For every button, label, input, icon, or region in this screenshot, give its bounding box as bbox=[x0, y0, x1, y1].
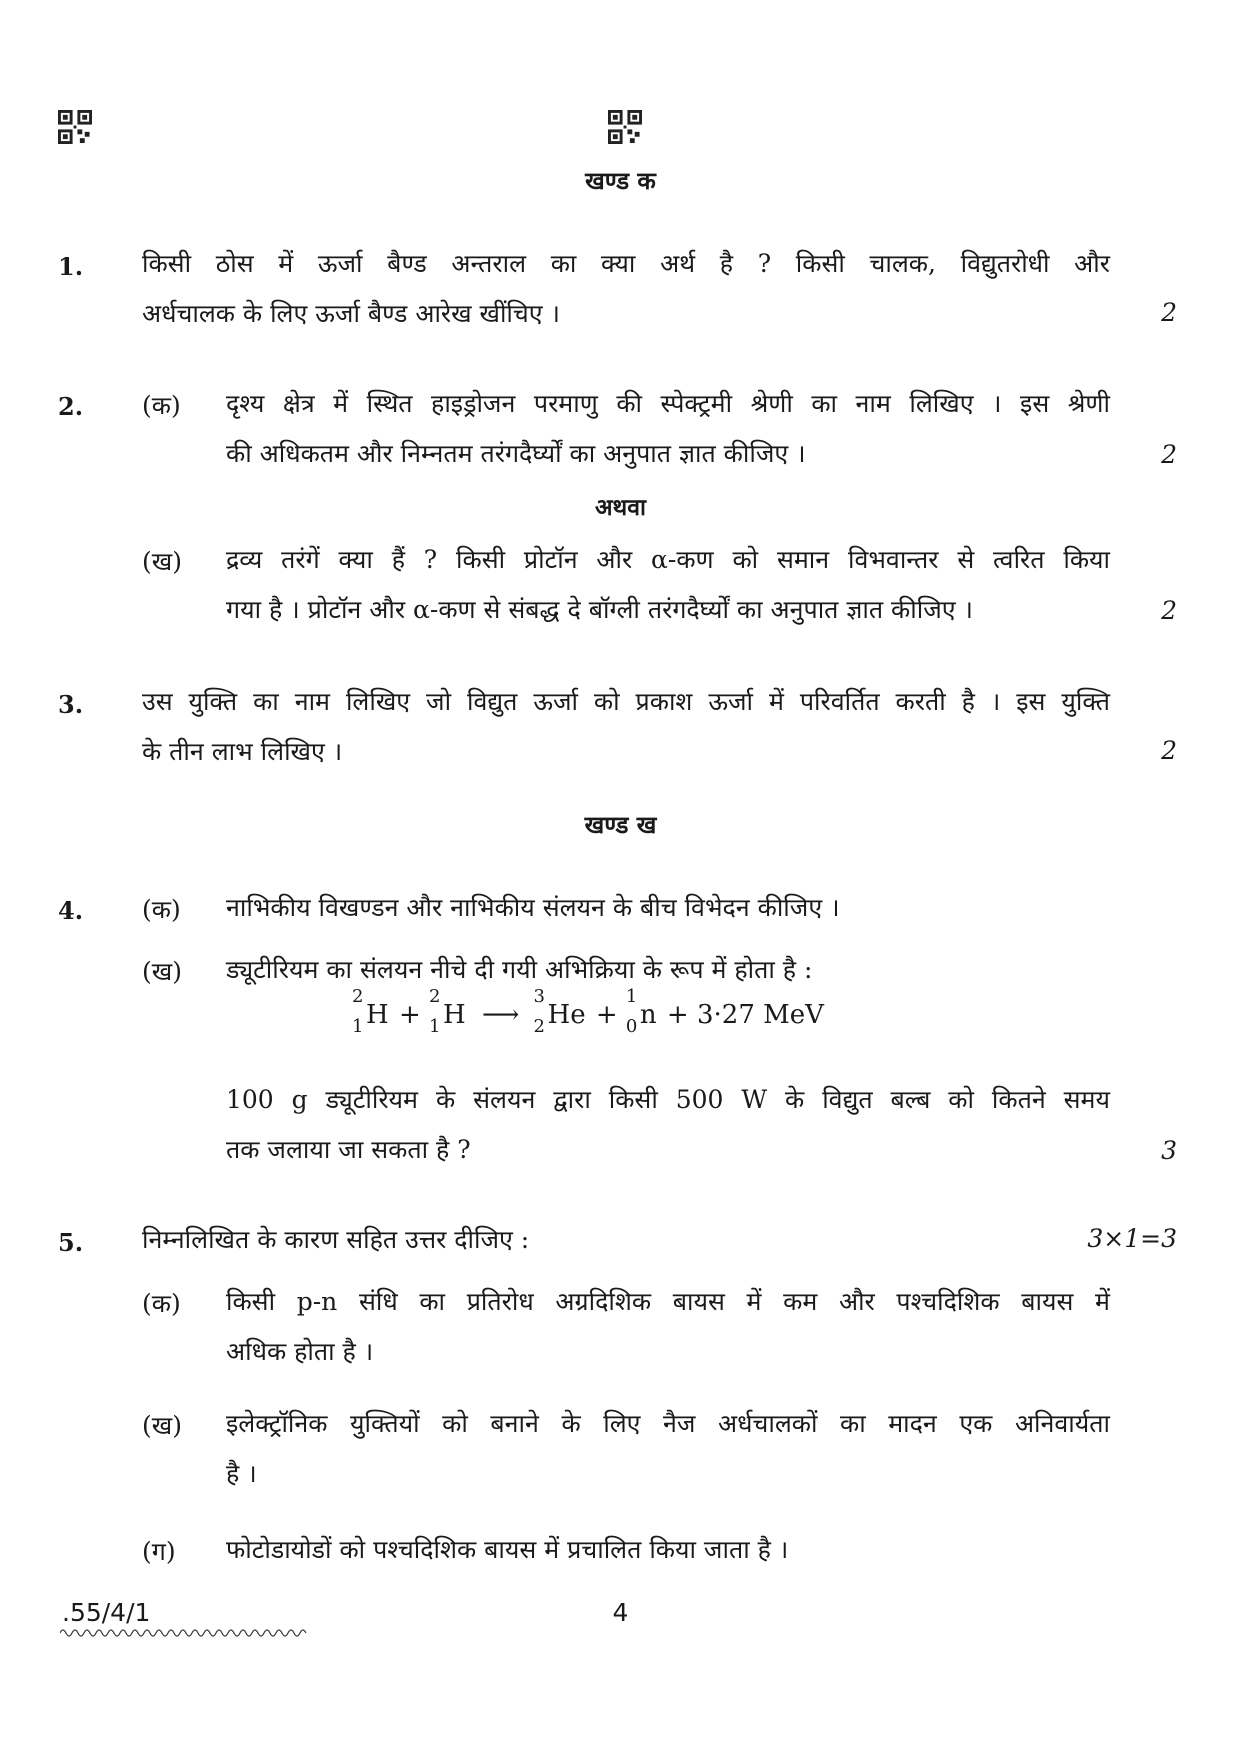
reaction-arrow-icon: ⟶ bbox=[481, 1000, 520, 1030]
q5-a-line1: किसी p-n संधि का प्रतिरोध अग्रदिशिक बायस में कम और पश्चदिशिक बायस में bbox=[226, 1287, 1110, 1316]
plus-sign: + bbox=[595, 1000, 618, 1030]
nuclide-helium bbox=[533, 986, 586, 1037]
q1-line1: किसी ठोस में ऊर्जा बैण्ड अन्तराल का क्या अर्थ है ? किसी चालक, विद्युतरोधी और bbox=[142, 249, 1110, 278]
q2-a-marks: 2 bbox=[1161, 440, 1177, 469]
q5-a-label: (क) bbox=[142, 1289, 181, 1318]
q5-c-label: (ग) bbox=[142, 1537, 176, 1566]
section-a-title: खण्ड क bbox=[585, 167, 656, 195]
q5-marks: 3×1=3 bbox=[1087, 1224, 1177, 1253]
plus-sign: + bbox=[398, 1000, 421, 1030]
qr-code-icon bbox=[608, 110, 642, 144]
mass-number: 2 bbox=[429, 986, 441, 1007]
q3-marks: 2 bbox=[1161, 736, 1177, 765]
q2-a-label: (क) bbox=[142, 391, 181, 420]
atomic-number: 2 bbox=[533, 1016, 545, 1037]
q2-b-label: (ख) bbox=[142, 547, 182, 576]
fusion-equation bbox=[352, 986, 872, 1070]
atomic-number: 1 bbox=[352, 1016, 364, 1037]
symbol: H bbox=[366, 1000, 389, 1030]
section-b-title: खण्ड ख bbox=[584, 811, 657, 839]
q4-a-label: (क) bbox=[142, 895, 181, 924]
q1-marks: 2 bbox=[1161, 298, 1177, 327]
q4-b-label: (ख) bbox=[142, 957, 182, 986]
mass-number: 3 bbox=[533, 986, 545, 1007]
q2-b-line2: गया है । प्रोटॉन और α-कण से संबद्ध दे बॉग्ली तरंगदैर्घ्यों का अनुपात ज्ञात कीजिए । bbox=[226, 595, 974, 624]
q4-a-line1: नाभिकीय विखण्डन और नाभिकीय संलयन के बीच विभेदन कीजिए । bbox=[226, 893, 840, 922]
q4-b-line1: ड्यूटीरियम का संलयन नीचे दी गयी अभिक्रिया के रूप में होता है : bbox=[226, 955, 813, 984]
atomic-number: 1 bbox=[429, 1016, 441, 1037]
q4-b-line2: 100 g ड्यूटीरियम के संलयन द्वारा किसी 500 W के विद्युत बल्ब को कितने समय bbox=[226, 1085, 1110, 1114]
q3-line2: के तीन लाभ लिखिए । bbox=[142, 737, 343, 766]
symbol: He bbox=[547, 1000, 586, 1030]
or-label: अथवा bbox=[594, 495, 646, 521]
qr-code-icon bbox=[58, 110, 92, 144]
q5-a-line2: अधिक होता है । bbox=[226, 1337, 374, 1366]
q1-number: 1. bbox=[58, 252, 84, 281]
q2-b-marks: 2 bbox=[1161, 596, 1177, 625]
q2-b-line1: द्रव्य तरंगें क्या हैं ? किसी प्रोटॉन और α-कण को समान विभवान्तर से त्वरित किया bbox=[226, 545, 1110, 574]
q2-a-line2: की अधिकतम और निम्नतम तरंगदैर्घ्यों का अनुपात ज्ञात कीजिए । bbox=[226, 439, 806, 468]
q5-b-line2: है । bbox=[226, 1459, 257, 1488]
q4-number: 4. bbox=[58, 896, 84, 925]
q4-b-line3: तक जलाया जा सकता है ? bbox=[226, 1135, 471, 1164]
atomic-number: 0 bbox=[625, 1016, 638, 1037]
q3-number: 3. bbox=[58, 690, 84, 719]
wavy-underline-icon bbox=[60, 1627, 310, 1639]
q4-marks: 3 bbox=[1161, 1136, 1177, 1165]
paper-code: .55/4/1 bbox=[62, 1598, 151, 1627]
q5-b-line1: इलेक्ट्रॉनिक युक्तियों को बनाने के लिए नैज अर्धचालकों का मादन एक अनिवार्यता bbox=[226, 1409, 1110, 1438]
nuclide-deuterium-1 bbox=[352, 986, 389, 1037]
q5-line1: निम्नलिखित के कारण सहित उत्तर दीजिए : bbox=[142, 1225, 530, 1254]
symbol: H bbox=[443, 1000, 466, 1030]
q5-number: 5. bbox=[58, 1228, 84, 1257]
q2-number: 2. bbox=[58, 392, 84, 421]
page-number: 4 bbox=[612, 1598, 629, 1627]
nuclide-neutron bbox=[625, 986, 657, 1037]
q5-b-label: (ख) bbox=[142, 1411, 182, 1440]
nuclide-deuterium-2 bbox=[429, 986, 466, 1037]
mass-number: 1 bbox=[625, 986, 638, 1007]
q3-line1: उस युक्ति का नाम लिखिए जो विद्युत ऊर्जा को प्रकाश ऊर्जा में परिवर्तित करती है । इस युक्ति bbox=[142, 687, 1110, 716]
energy-release: + 3·27 MeV bbox=[666, 1000, 824, 1030]
q1-line2: अर्धचालक के लिए ऊर्जा बैण्ड आरेख खींचिए । bbox=[142, 299, 561, 328]
q2-a-line1: दृश्य क्षेत्र में स्थित हाइड्रोजन परमाणु की स्पेक्ट्रमी श्रेणी का नाम लिखिए । इस श्रेणी bbox=[226, 389, 1110, 418]
q5-c-line1: फोटोडायोडों को पश्चदिशिक बायस में प्रचालित किया जाता है । bbox=[226, 1535, 789, 1564]
mass-number: 2 bbox=[352, 986, 364, 1007]
symbol: n bbox=[639, 1000, 657, 1030]
